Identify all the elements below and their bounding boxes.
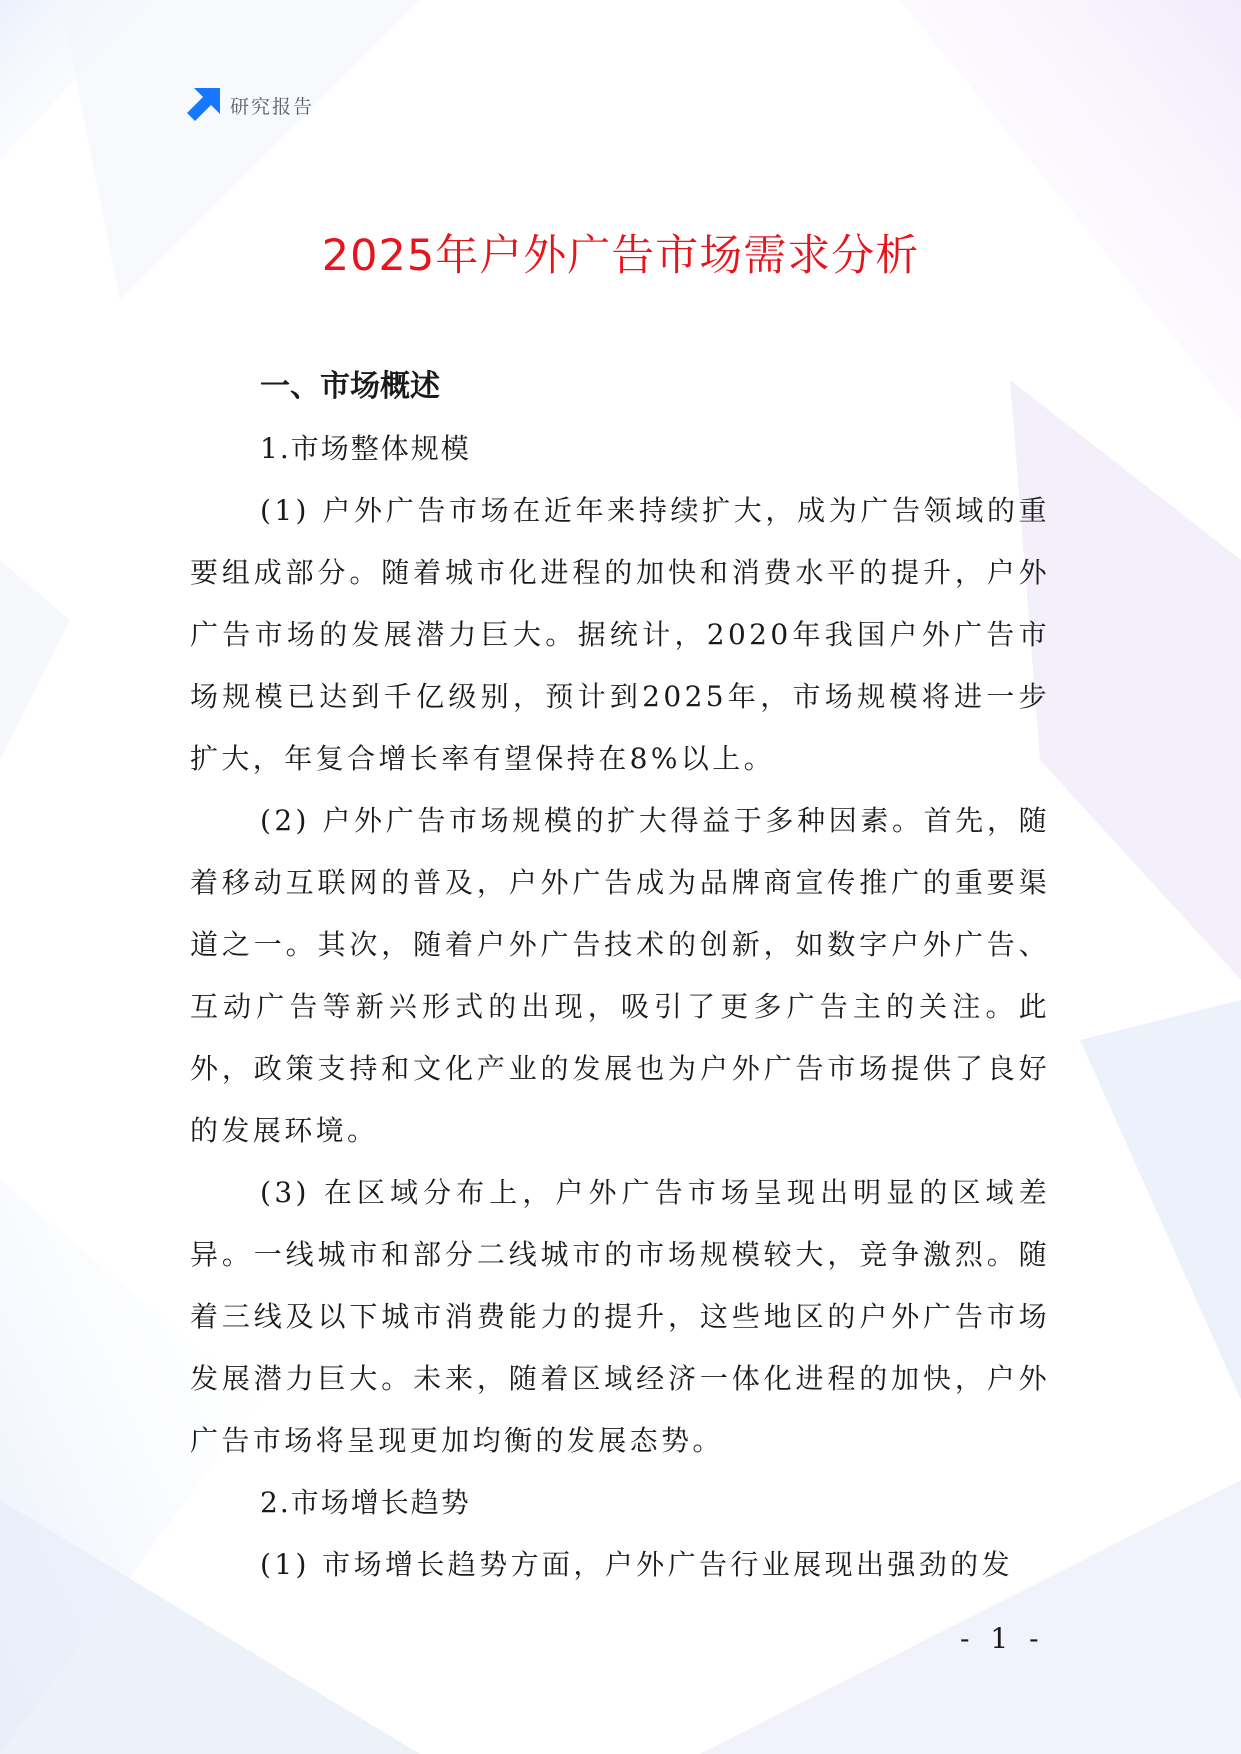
document-body [190,356,1050,1596]
subsection-heading: 2.市场增长趋势 [260,1486,471,1519]
page-number: - 1 - [960,1622,1045,1655]
paragraph: (2) 户外广告市场规模的扩大得益于多种因素。首先，随着移动互联网的普及，户外广告成为品牌商宣传推广的重要渠道之一。其次，随着户外广告技术的创新，如数字户外广告、互动广告等新兴形式的出现，吸引了更多广告主的关注。此外，政策支持和文化产业的发展也为户外广告市场提供了良好的发展环境。 [190,804,1050,1147]
arrow-up-right-icon [186,88,220,122]
report-header [186,88,314,122]
header-label: 研究报告 [230,95,315,118]
document-title: 2025年户外广告市场需求分析 [321,231,920,281]
paragraph: (1) 市场增长趋势方面，户外广告行业展现出强劲的发 [260,1548,1013,1581]
section-heading: 一、市场概述 [260,369,440,404]
subsection-heading: 1.市场整体规模 [260,432,471,465]
paragraph: (3) 在区域分布上，户外广告市场呈现出明显的区域差异。一线城市和部分二线城市的市场规模较大，竞争激烈。随着三线及以下城市消费能力的提升，这些地区的户外广告市场发展潜力巨大。未来，随着区域经济一体化进程的加快，户外广告市场将呈现更加均衡的发展态势。 [190,1176,1050,1457]
paragraph: (1) 户外广告市场在近年来持续扩大，成为广告领域的重要组成部分。随着城市化进程的加快和消费水平的提升，户外广告市场的发展潜力巨大。据统计，2020年我国户外广告市场规模已达到千亿级别，预计到2025年，市场规模将进一步扩大，年复合增长率有望保持在8%以上。 [190,494,1050,775]
